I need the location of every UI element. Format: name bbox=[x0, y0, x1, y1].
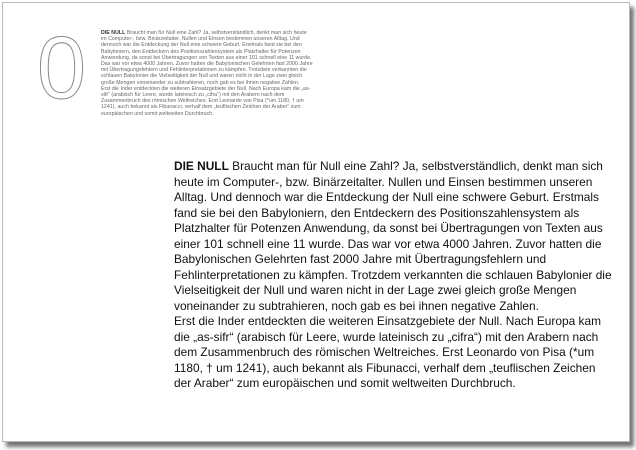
main-heading: DIE NULL bbox=[174, 159, 229, 173]
drop-cap-zero: 0 bbox=[37, 18, 86, 117]
thumbnail-paragraph-2: Erst die Inder entdeckten die weiteren Einsatzgebiete der Null. Nach Europa kam die „as-sifr“ (arabisch für Leere, wurde lateinisch zu „cifra“) mit den Arabern nach dem Zusammenbruch des römischen Weltreiches. Erst Leonardo von Pisa (*um 1180, † um 1241), auch bekannt als Fibunacci, verhalf dem „teuflischen Zeichen der Araber“ zum europäischen und somit weltweiten Durchbruch. bbox=[101, 85, 311, 117]
main-text-block bbox=[174, 159, 614, 392]
document-page bbox=[2, 2, 630, 442]
thumbnail-text bbox=[101, 30, 313, 117]
main-paragraph-1-text: Braucht man für Null eine Zahl? Ja, selbstverständlich, denkt man sich heute im Computer-, bzw. Binärzeitalter. Nullen und Einsen bestimmen unseren Alltag. Und dennoch war die Entdeckung der Null eine schwere Geburt. Erstmals fand sie bei den Babyloniern, den Entdeckern des Positionszahlensystem als Platzhalter für Potenzen Anwendung, da sonst bei Übertragungen von Texten aus einer 101 schnell eine 11 wurde. Das war vor etwa 4000 Jahren. Zuvor hatten die Babylonischen Gelehrten fast 2000 Jahre mit Übertragungsfehlern und Fehlinterpretationen zu kämpfen. Trotzdem verkannten die schlauen Babylonier die Vielseitigkeit der Null und waren nicht in der Lage zwei gleich große Mengen voneinander zu subtrahieren, noch gab es bei ihnen negative Zahlen. bbox=[174, 159, 612, 313]
main-paragraph-1 bbox=[174, 159, 614, 314]
thumbnail-paragraph-1-text: Braucht man für Null eine Zahl? Ja, selbstverständlich, denkt man sich heute im Computer-, bzw. Binärzeitalter. Nullen und Einsen bestimmen unseren Alltag. Und dennoch war die Entdeckung der Null eine schwere Geburt. Erstmals fand sie bei den Babyloniern, den Entdeckern des Positionszahlensystem als Platzhalter für Potenzen Anwendung, da sonst bei Übertragungen von Texten aus einer 101 schnell eine 11 wurde. Das war vor etwa 4000 Jahren. Zuvor hatten die Babylonischen Gelehrten fast 2000 Jahre mit Übertragungsfehlern und Fehlinterpretationen zu kämpfen. Trotzdem verkannten die schlauen Babylonier die Vielseitigkeit der Null und waren nicht in der Lage zwei gleich große Mengen voneinander zu subtrahieren, noch gab es bei ihnen negative Zahlen. bbox=[101, 30, 313, 86]
thumbnail-paragraph-1 bbox=[101, 30, 313, 86]
thumbnail-heading: DIE NULL bbox=[101, 30, 126, 36]
thumbnail-preview bbox=[37, 18, 317, 146]
main-paragraph-2: Erst die Inder entdeckten die weiteren Einsatzgebiete der Null. Nach Europa kam die „as-sifr“ (arabisch für Leere, wurde lateinisch zu „cifra“) mit den Arabern nach dem Zusammenbruch des römischen Weltreiches. Erst Leonardo von Pisa (*um 1180, † um 1241), auch bekannt als Fibunacci, verhalf dem „teuflischen Zeichen der Araber“ zum europäischen und somit weltweiten Durchbruch. bbox=[174, 314, 601, 390]
